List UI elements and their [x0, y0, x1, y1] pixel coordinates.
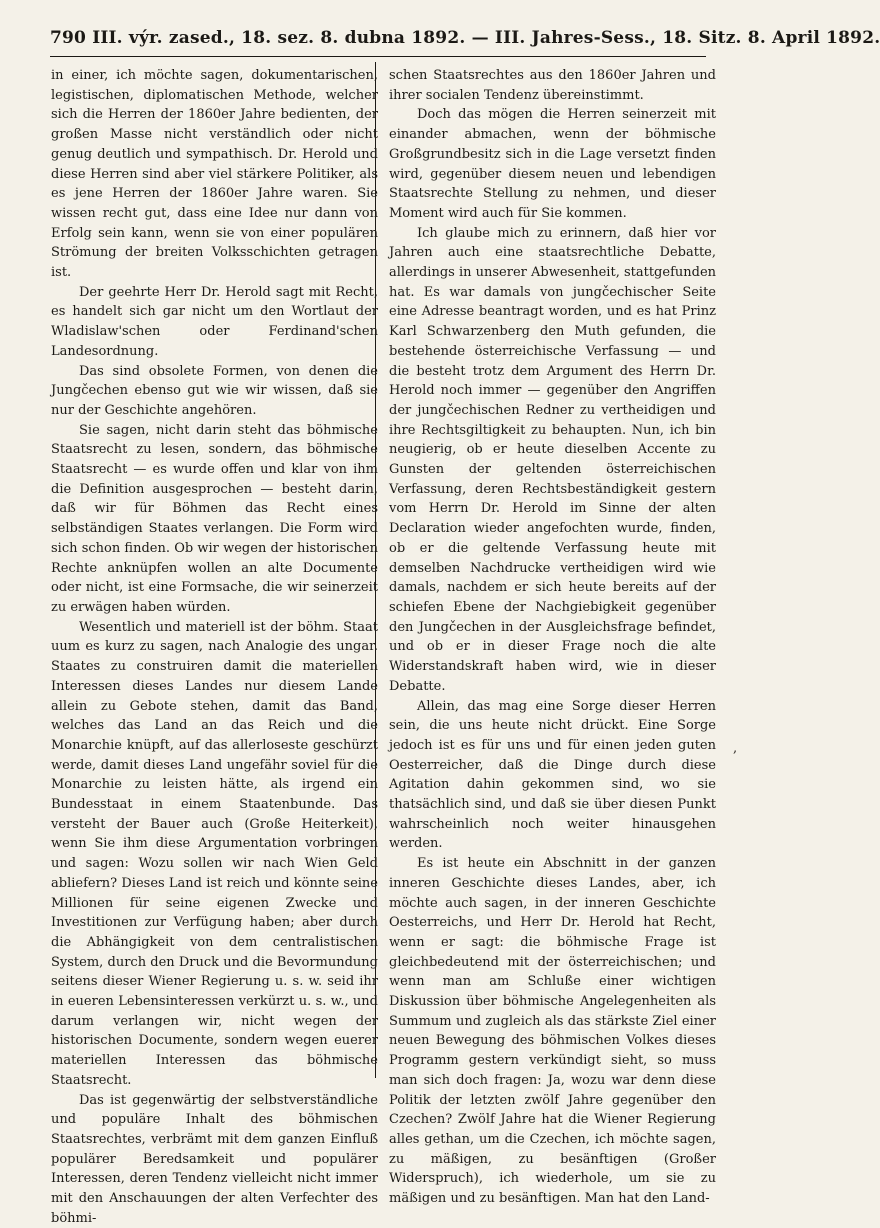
paragraph: Ich glaube mich zu erinnern, daß hier vor Jahren auch eine staatsrechtliche Debatte, allerdings in unserer Abwesenheit, stattgefunden hat. Es war damals von jungčechischer Seite eine Adresse beantragt worden, und es hat Prinz Karl Schwarzenberg den Muth gefunden, die bestehende österreichische Verfassung — und die besteht trotz dem Argument des Herrn Dr. Herold noch immer — gegenüber den Angriffen der jungčechischen Redner zu vertheidigen und ihre Rechtsgiltigkeit zu behaupten. Nun, ich bin neugierig, ob er heute dieselben Accente zu Gunsten der geltenden österreichischen Verfassung, deren Rechtsbeständigkeit gestern vom Herrn Dr. Herold im Sinne der alten Declaration wieder angefochten wurde, finden, ob er die geltende Verfassung heute mit demselben Nachdrucke vertheidigen wird wie damals, nachdem er sich heute bereits auf der schiefen Ebene der Nachgiebigkeit gegenüber den Jungčechen in der Ausgleichsfrage befindet, und ob er in dieser Frage noch die alte Widerstandskraft haben wird, wie in dieser Debatte.: [389, 225, 717, 694]
header-rule: [50, 56, 706, 57]
paragraph: Das sind obsolete Formen, von denen die Jungčechen ebenso gut wie wir wissen, daß sie nur der Geschichte angehören.: [51, 363, 378, 418]
paragraph: Der geehrte Herr Dr. Herold sagt mit Recht, es handelt sich gar nicht um den Wortlaut der Wladislaw'schen oder Ferdinand'schen Landesordnung.: [51, 284, 378, 359]
paragraph: Es ist heute ein Abschnitt in der ganzen inneren Geschichte dieses Landes, aber, ich möchte auch sagen, in der inneren Geschichte Oesterreichs, und Herr Dr. Herold hat Recht, wenn er sagt: die böhmische Frage ist gleichbedeutend mit der österreichischen; und wenn man am Schluße einer wichtigen Diskussion über böhmische Angelegenheiten als Summum und zugleich als das stärkste Ziel einer neuen Bewegung des böhmischen Volkes dieses Programm gestern verkündigt sieht, so muss man sich doch fragen: Ja, wozu war denn diese Politik der letzten zwölf Jahre gegenüber den Czechen? Zwölf Jahre hat die Wiener Regierung alles gethan, um die Czechen, ich möchte sagen, zu mäßigen, zu besänftigen (Großer Widerspruch), ich wiederhole, um sie zu mäßigen und zu besänftigen. Man hat den Land-: [389, 856, 716, 1207]
paragraph: Das ist gegenwärtig der selbstverständliche und populäre Inhalt des böhmischen Staatsrechtes, verbrämt mit dem ganzen Einfluß populärer Beredsamkeit und populärer Interessen, deren Tendenz vielleicht nicht immer mit den Anschauungen der alten Verfechter des böhmi-: [51, 1092, 378, 1226]
right-column: [389, 66, 716, 1209]
left-column: [51, 66, 378, 1228]
column-divider: [375, 62, 376, 1078]
paragraph: Allein, das mag eine Sorge dieser Herren sein, die uns heute nicht drückt. Eine Sorge jedoch ist es für uns und für einen jeden guten Oesterreicher, daß die Dinge durch diese Agitation dahin gekommen sind, wo sie thatsächlich sind, und daß sie über diesen Punkt wahrscheinlich noch weiter hinausgehen werden.: [389, 698, 716, 852]
paragraph: schen Staatsrechtes aus den 1860er Jahren und ihrer socialen Tendenz übereinstimmt.: [389, 68, 716, 103]
paragraph: in einer, ich möchte sagen, dokumentarischen, legistischen, diplomatischen Methode, welcher sich die Herren der 1860er Jahre bedienten, der großen Masse nicht verständlich oder nicht genug deutlich und sympathisch. Dr. Herold und diese Herren sind aber viel stärkere Politiker, als es jene Herren der 1860er Jahre waren. Sie wissen recht gut, dass eine Idee nur dann von Erfolg sein kann, wenn sie von einer populären Strömung der breiten Volksschichten getragen ist.: [51, 68, 378, 281]
paragraph: Wesentlich und materiell ist der böhm. Staat uum es kurz zu sagen, nach Analogie des ungar. Staates zu construiren damit die materiellen Interessen dieses Landes nur diesem Lande allein zu Gebote stehen, damit das Band, welches das Land an das Reich und die Monarchie knüpft, auf das allerloseste geschürzt werde, damit dieses Land ungefähr soviel für die Monarchie zu leisten hätte, als irgend ein Bundesstaat in einem Staatenbunde. Das versteht der Bauer auch (Große Heiterkeit), wenn Sie ihm diese Argumentation vorbringen und sagen: Wozu sollen wir nach Wien Geld abliefern? Dieses Land ist reich und könnte seine Millionen für seine eigenen Zwecke und Investitionen zur Verfügung haben; aber durch die Abhängigkeit von dem centralistischen System, durch den Druck und die Bevormundung seitens dieser Wiener Regierung u. s. w. seid ihr in eueren Lebensinteressen verkürzt u. s. w., und darum verlangen wir, nicht wegen der historischen Documente, sondern wegen euerer materiellen Interessen das böhmische Staatsrecht.: [51, 619, 378, 1088]
paragraph: Sie sagen, nicht darin steht das böhmische Staatsrecht zu lesen, sondern, das böhmische Staatsrecht — es wurde offen und klar von ihm die Definition ausgesprochen — besteht darin, daß wir für Böhmen das Recht eines selbständigen Staates verlangen. Die Form wird sich schon finden. Ob wir wegen der historischen Rechte anknüpfen wollen an alte Documente oder nicht, ist eine Formsache, die wir seinerzeit zu erwägen haben würden.: [51, 422, 378, 615]
paragraph: Doch das mögen die Herren seinerzeit mit einander abmachen, wenn der böhmische Großgrundbesitz sich in die Lage versetzt finden wird, gegenüber diesem neuen und lebendigen Staatsrechte Stellung zu nehmen, und dieser Moment wird auch für Sie kommen.: [389, 107, 716, 221]
page-header: 790 III. výr. zased., 18. sez. 8. dubna 1892. — III. Jahres-Sess., 18. Sitz. 8. April 1892.: [50, 28, 880, 48]
margin-mark: ,: [733, 741, 738, 756]
